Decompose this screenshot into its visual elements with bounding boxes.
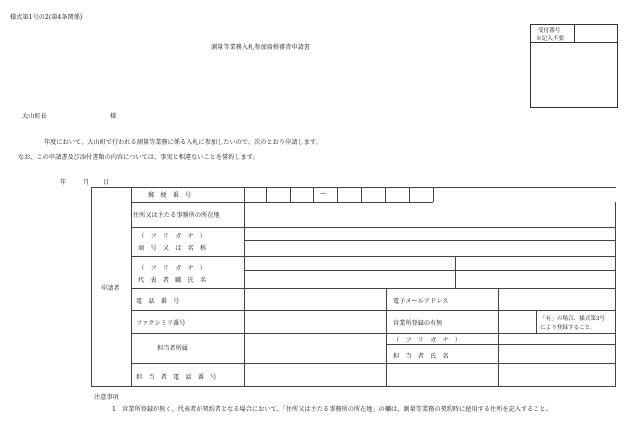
address-input[interactable]: [245, 203, 615, 227]
person-furigana-input[interactable]: [499, 334, 615, 344]
receipt-line2: ※記入不要: [536, 36, 564, 42]
person-phone-input[interactable]: [245, 364, 386, 386]
phone-input[interactable]: [245, 289, 386, 310]
page-title: 測量等業務入札参加資格審査申請書: [211, 44, 310, 51]
office-registration-label: 営業所登録の有無: [393, 320, 443, 327]
dept-label: 担当者所属: [157, 345, 188, 352]
date-year-label: 年: [60, 179, 67, 186]
fax-label: ファクシミリ番号: [136, 320, 186, 327]
email-label: 電子メールアドレス: [393, 298, 449, 305]
office-note-line2: により登録すること。: [540, 325, 596, 331]
office-note-line1: 「有」の場合、様式第3号: [540, 316, 606, 322]
postal-dash: —: [320, 190, 327, 197]
body-line-2: なお、この申請書及び添付書類の内容については、事実と相違ないことを誓約します。: [18, 154, 259, 161]
receipt-box: [530, 24, 618, 108]
office-registration-input[interactable]: [499, 311, 536, 333]
addressee-honorific: 様: [110, 113, 117, 120]
person-name-input[interactable]: [499, 345, 615, 363]
receipt-label-cell: [531, 25, 575, 43]
fax-input[interactable]: [245, 311, 386, 333]
person-phone-label: 担 当 者 電 話 番 号: [136, 374, 217, 381]
rep-name-label: 代 表 者 職 氏 名: [138, 277, 207, 284]
dept-input[interactable]: [245, 334, 386, 363]
notes-heading: 注意事項: [94, 394, 119, 401]
rep-furigana-label: （ フ リ ガ ナ ）: [138, 265, 207, 272]
note-item-1: 1 営業所登録が無く、代表者が契約者となる場合において、「住所又は主たる事務所の所在地」の欄は、測量等業務の契約時に使用する住所を記入すること。: [112, 406, 552, 413]
company-name-input[interactable]: [245, 241, 615, 256]
body-line-1: 年度において、大山町で行われる測量等業務に係る入札に参加したいので、次のとおり申請します。: [44, 139, 322, 146]
address-label: 住所又は主たる事務所の所在地: [133, 212, 220, 219]
phone-label: 電 話 番 号: [136, 298, 180, 305]
rep-name-input[interactable]: [245, 271, 615, 288]
receipt-number-cell[interactable]: [575, 25, 618, 43]
person-furigana-label: （ フ リ ガ ナ ）: [393, 337, 462, 344]
company-furigana-label: （ フ リ ガ ナ ）: [138, 233, 207, 240]
form-number: 様式第1号の2(第4条関係): [10, 14, 83, 21]
company-name-label: 商 号 又 は 名 称: [138, 245, 207, 252]
date-month-label: 月: [83, 179, 90, 186]
postal-code-label: 郵 便 番 号: [148, 192, 192, 199]
postal-code-input[interactable]: [245, 188, 433, 202]
applicant-label: 申請者: [101, 285, 120, 292]
company-furigana-input[interactable]: [245, 228, 615, 240]
rep-furigana-input[interactable]: [245, 257, 615, 270]
addressee-name: 大山町長: [22, 113, 47, 120]
email-input[interactable]: [499, 289, 615, 310]
person-name-label: 担 当 者 氏 名: [393, 353, 449, 360]
date-day-label: 日: [103, 179, 110, 186]
receipt-line1: 受付番号: [538, 28, 561, 34]
